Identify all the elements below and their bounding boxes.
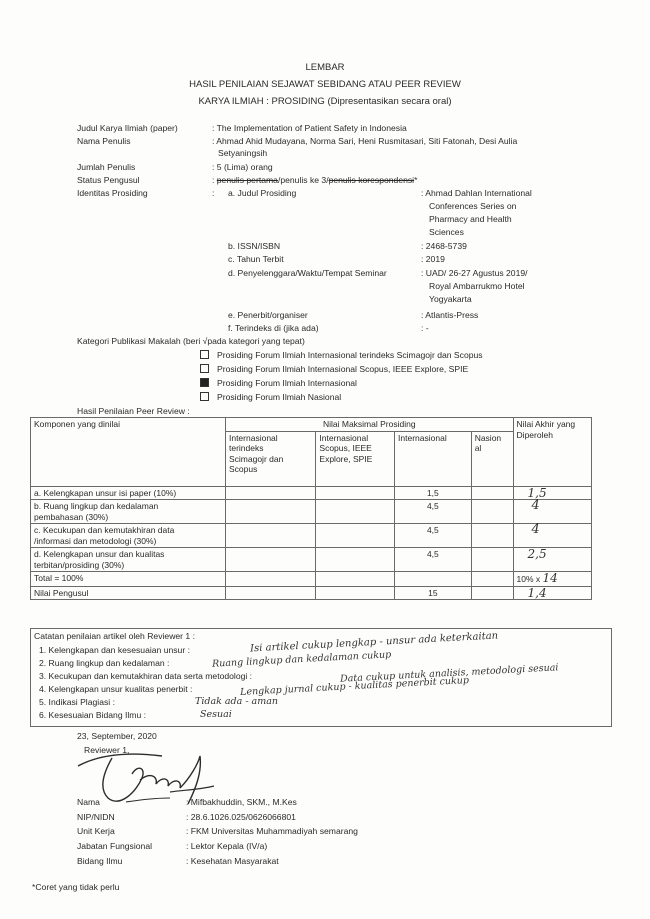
hasil-label: Hasil Penilaian Peer Review : (77, 406, 190, 416)
header-line-1: LEMBAR (305, 62, 345, 73)
identitas-colon: : (212, 188, 215, 198)
penulis-value-2: Setyaningsih (218, 148, 268, 158)
checkbox-checked[interactable] (200, 378, 209, 387)
score-hand: 1,5 (513, 486, 591, 500)
prosiding-e-value: : Atlantis-Press (421, 310, 479, 320)
prosiding-a-line-2: Pharmacy and Health (429, 214, 512, 224)
judul-label: Judul Karya Ilmiah (paper) (77, 123, 178, 133)
cell (316, 586, 395, 600)
kategori-option-3[interactable] (200, 378, 357, 389)
table-row (31, 486, 592, 500)
notes-title: Catatan penilaian artikel oleh Reviewer 1 : (34, 631, 195, 641)
prosiding-c-label: c. Tahun Terbit (228, 254, 284, 264)
cell (316, 486, 395, 500)
cell (225, 572, 315, 587)
subheader-internasional: Internasional (395, 431, 472, 486)
kategori-option-2[interactable] (200, 364, 468, 375)
prosiding-d-line-1: Royal Ambarrukmo Hotel (429, 281, 525, 291)
checkbox[interactable] (200, 364, 209, 373)
jumlah-label: Jumlah Penulis (77, 162, 136, 172)
kategori-option-1[interactable] (200, 350, 483, 361)
nilai-hand: 1,4 (513, 586, 591, 600)
jumlah-value: : 5 (Lima) orang (212, 162, 273, 172)
total-hand: 14 (542, 571, 558, 585)
score-table (30, 417, 592, 600)
prosiding-a-label: a. Judul Prosiding (228, 188, 297, 198)
reviewer-nip-label: NIP/NIDN (77, 812, 115, 822)
score-hand: 4 (513, 524, 591, 548)
row-label: c. Kecukupan dan kemutakhiran data /informasi dan metodologi (30%) (31, 524, 226, 548)
kategori-option-2-label: Prosiding Forum Ilmiah Internasional Scopus, IEEE Explore, SPIE (217, 364, 469, 374)
status-struck-1: penulis pertama (216, 175, 278, 185)
header-line-2-text: HASIL PENILAIAN SEJAWAT SEBIDANG ATAU PEER REVIEW (189, 79, 461, 90)
prosiding-c-value: : 2019 (421, 254, 445, 264)
identitas-label: Identitas Prosiding (77, 188, 148, 198)
prosiding-f-label: f. Terindeks di (jika ada) (228, 323, 319, 333)
reviewer-unit-label: Unit Kerja (77, 826, 115, 836)
cell (471, 500, 513, 524)
footnote: *Coret yang tidak perlu (32, 882, 120, 892)
hand-note-4: Lengkap jurnal cukup - kualitas penerbit cukup (239, 675, 470, 698)
kategori-option-4[interactable] (200, 392, 341, 403)
cell (471, 486, 513, 500)
hand-note-5: Tidak ada - aman (195, 696, 279, 707)
cell-intl: 4,5 (395, 500, 472, 524)
reviewer-nama-label: Nama (77, 797, 100, 807)
row-label: d. Kelengkapan unsur dan kualitas terbitan/prosiding (30%) (31, 548, 226, 572)
cell (225, 548, 315, 572)
header-komponen: Komponen yang dinilai (31, 418, 226, 487)
prosiding-e-label: e. Penerbit/organiser (228, 310, 308, 320)
prosiding-d-label: d. Penyelenggara/Waktu/Tempat Seminar (228, 268, 387, 278)
prosiding-b-label: b. ISSN/ISBN (228, 241, 281, 251)
status-struck-2: penulis korespondensi (328, 175, 415, 185)
notes-item-2: 2. Ruang lingkup dan kedalaman : (39, 658, 170, 668)
notes-item-5: 5. Indikasi Plagiasi : (39, 697, 115, 707)
cell (316, 500, 395, 524)
nilai-label: Nilai Pengusul (31, 586, 226, 600)
kategori-option-4-label: Prosiding Forum Ilmiah Nasional (217, 392, 342, 402)
cell (225, 486, 315, 500)
notes-item-4: 4. Kelengkapan unsur kualitas penerbit : (39, 684, 193, 694)
reviewer-jabatan-value: : Lektor Kepala (IV/a) (186, 841, 268, 851)
judul-value: : The Implementation of Patient Safety in Indonesia (212, 123, 407, 133)
table-nilai-row (31, 586, 592, 600)
prosiding-b-value: : 2468-5739 (421, 241, 467, 251)
cell (225, 524, 315, 548)
header-nilai-akhir (513, 418, 591, 487)
prosiding-f-value: : - (421, 323, 429, 333)
penulis-label: Nama Penulis (77, 136, 131, 146)
table-row (31, 548, 592, 572)
cell (471, 548, 513, 572)
reviewer-nip-value: : 28.6.1026.025/0626066801 (186, 812, 296, 822)
hand-note-1: Isi artikel cukup lengkap - unsur ada keterkaitan (249, 630, 499, 655)
subheader-nasional: Nasion al (471, 431, 513, 486)
prosiding-a-line-1: Conferences Series on (429, 201, 517, 211)
reviewer-label: Reviewer 1, (84, 745, 130, 755)
reviewer-jabatan-label: Jabatan Fungsional (77, 841, 153, 851)
subheader-scopus: Internasional Scopus, IEEE Explore, SPIE (316, 431, 395, 486)
cell (395, 572, 472, 587)
cell-intl: 4,5 (395, 524, 472, 548)
prosiding-a-value: : Ahmad Dahlan International (421, 188, 532, 198)
reviewer-unit-value: : FKM Universitas Muhammadiyah semarang (186, 826, 358, 836)
cell (316, 572, 395, 587)
cell (471, 524, 513, 548)
row-label: a. Kelengkapan unsur isi paper (10%) (31, 486, 226, 500)
header-nilai-akhir-1: Nilai Akhir yang (516, 419, 576, 429)
status-colon: : (212, 175, 215, 185)
total-label: Total = 100% (31, 572, 226, 587)
status-value (212, 175, 417, 186)
reviewer-bidang-value: : Kesehatan Masyarakat (186, 856, 279, 866)
status-star: * (414, 175, 418, 185)
prosiding-a-line-3: Sciences (429, 227, 464, 237)
nilai-intl: 15 (395, 586, 472, 600)
table-row (31, 500, 592, 524)
score-hand: 4 (513, 500, 591, 524)
cell (316, 524, 395, 548)
reviewer-nama-value: : Mifbakhuddin, SKM., M.Kes (186, 797, 297, 807)
reviewer-bidang-label: Bidang Ilmu (77, 856, 123, 866)
header-line-2 (0, 79, 650, 90)
notes-item-3: 3. Kecukupan dan kemutakhiran data serta metodologi : (39, 671, 253, 681)
header-line-3: KARYA ILMIAH : PROSIDING (Dipresentasikan secara oral) (198, 96, 452, 107)
cell (225, 500, 315, 524)
checkbox[interactable] (200, 350, 209, 359)
subheader-scimagojr: Internasional terindeks Scimagojr dan Scopus (225, 431, 315, 486)
hand-note-2: Ruang lingkup dan kedalaman cukup (211, 649, 392, 670)
cell (471, 572, 513, 587)
notes-item-1: 1. Kelengkapan dan kesesuaian unsur : (39, 645, 190, 655)
checkbox[interactable] (200, 392, 209, 401)
hand-note-3: Data cukup untuk analisis, metodologi sesuai (339, 662, 559, 685)
prosiding-d-value: : UAD/ 26-27 Agustus 2019/ (421, 268, 528, 278)
row-label: b. Ruang lingkup dan kedalaman pembahasan (30%) (31, 500, 226, 524)
cell (316, 548, 395, 572)
cell (225, 586, 315, 600)
kategori-option-3-label: Prosiding Forum Ilmiah Internasional (217, 378, 357, 388)
notes-item-6: 6. Kesesuaian Bidang Ilmu : (39, 710, 147, 720)
date: 23, September, 2020 (77, 731, 157, 741)
table-total-row (31, 572, 592, 587)
score-hand: 2,5 (513, 548, 591, 572)
kategori-option-1-label: Prosiding Forum Ilmiah Internasional terindeks Scimagojr dan Scopus (217, 350, 483, 360)
header-nilai-akhir-2: Diperoleh (516, 429, 553, 440)
status-label: Status Pengusul (77, 175, 140, 185)
kategori-label: Kategori Publikasi Makalah (beri √pada kategori yang tepat) (77, 336, 305, 346)
hand-note-6: Sesuai (200, 709, 232, 720)
cell-intl: 1,5 (395, 486, 472, 500)
cell-intl: 4,5 (395, 548, 472, 572)
cell (471, 586, 513, 600)
table-row (31, 524, 592, 548)
penulis-value-1: : Ahmad Ahid Mudayana, Norma Sari, Heni Rusmitasari, Siti Fatonah, Desi Aulia (212, 136, 518, 146)
prosiding-d-line-2: Yogyakarta (429, 294, 472, 304)
status-mid: /penulis ke 3/ (277, 175, 329, 185)
header-nilai-maksimal: Nilai Maksimal Prosiding (225, 418, 513, 432)
total-value (513, 572, 591, 587)
total-prefix: 10% x (516, 574, 541, 584)
table-header-row (31, 418, 592, 432)
